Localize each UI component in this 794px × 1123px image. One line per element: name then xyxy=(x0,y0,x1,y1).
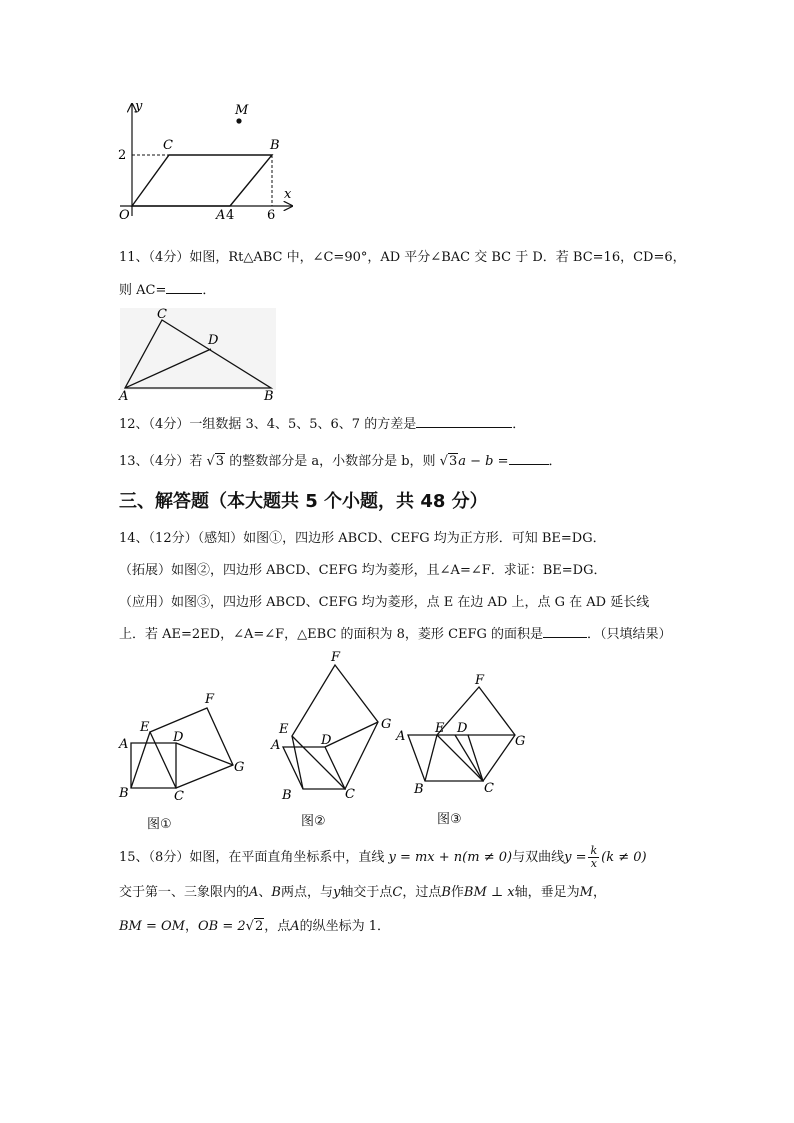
label-2: 2 xyxy=(118,148,127,163)
label-A: A xyxy=(396,729,406,744)
label-D: D xyxy=(321,733,332,748)
label-M: M xyxy=(235,103,249,118)
label-C: C xyxy=(484,781,494,796)
line-condition: (m ≠ 0) xyxy=(462,850,513,865)
question-14-line2: （拓展）如图②，四边形 ABCD、CEFG 均为菱形，且∠A=∠F．求证：BE=DG． xyxy=(119,563,607,578)
q12-text: 12、（4分）一组数据 3、4、5、5、6、7 的方差是 xyxy=(119,417,417,432)
q14-text: 上．若 AE=2ED，∠A=∠F，△EBC 的面积为 8，菱形 CEFG 的面积是 xyxy=(119,627,544,642)
q14-end: ．（只填结果） xyxy=(587,627,672,642)
question-15-line3: BM = OM，OB = 2√2，点A的纵坐标为 1． xyxy=(119,919,391,934)
label-B: B xyxy=(282,788,292,803)
q13-answer-blank[interactable] xyxy=(509,452,549,465)
label-y: y xyxy=(135,99,143,114)
label-6: 6 xyxy=(267,208,276,223)
label-D: D xyxy=(208,333,219,348)
label-G: G xyxy=(381,717,392,732)
question-11-line2 xyxy=(119,281,215,300)
label-C: C xyxy=(345,787,355,802)
label-B: B xyxy=(270,138,280,153)
sqrt-symbol: √ xyxy=(206,454,215,469)
figure-2-rhombi xyxy=(265,648,400,803)
q13-mid: 的整数部分是 a，小数部分是 b，则 xyxy=(229,454,436,469)
line-equation: y = mx + n xyxy=(388,850,463,865)
question-11-line1: 11、（4分）如图，Rt△ABC 中，∠C=90°，AD 平分∠BAC 交 BC 于 D．若 BC=16，CD=6， xyxy=(119,250,686,265)
q13-end: ． xyxy=(548,454,562,469)
label-O: O xyxy=(119,208,130,223)
expr-rest: a − b = xyxy=(458,454,509,469)
rhombus-ABCD xyxy=(283,747,345,789)
segment-BE xyxy=(292,736,303,789)
rhombus-CEFG xyxy=(292,665,378,789)
caption-figure-2: 图② xyxy=(301,814,326,829)
label-A: A xyxy=(216,208,226,223)
label-A: A xyxy=(119,737,129,752)
label-C: C xyxy=(174,789,184,804)
square-ABCD xyxy=(131,743,176,788)
segment-BE xyxy=(425,735,437,781)
question-14-line1: 14、（12分）（感知）如图①，四边形 ABCD、CEFG 均为正方形．可知 BE=DG． xyxy=(119,531,606,546)
caption-figure-1: 图① xyxy=(147,817,172,832)
square-CEFG xyxy=(150,708,233,788)
figure-3-rhombi xyxy=(395,672,535,802)
rhombus-ABCD xyxy=(408,735,483,781)
label-A: A xyxy=(271,738,281,753)
label-F: F xyxy=(331,650,341,665)
q11-text: 则 AC= xyxy=(119,283,167,298)
q13-text: 13、（4分）若 xyxy=(119,454,203,469)
label-B: B xyxy=(414,782,424,797)
segment-DG xyxy=(325,722,378,747)
label-D: D xyxy=(173,730,184,745)
q12-answer-blank[interactable] xyxy=(416,415,512,428)
label-F: F xyxy=(475,673,485,688)
label-B: B xyxy=(264,389,274,402)
hyperbola-condition: (k ≠ 0) xyxy=(601,850,647,865)
label-E: E xyxy=(140,720,150,735)
hyperbola-lhs: y = xyxy=(564,850,587,865)
q12-end: ． xyxy=(512,417,526,432)
label-F: F xyxy=(205,692,215,707)
parallelogram-coordinate-figure xyxy=(112,98,302,226)
sqrt-symbol: √ xyxy=(439,454,448,469)
triangle-abc-figure xyxy=(117,306,279,402)
question-14-line3: （应用）如图③，四边形 ABCD、CEFG 均为菱形，点 E 在边 AD 上，点 G 在 AD 延长线 xyxy=(119,595,650,610)
label-G: G xyxy=(515,734,526,749)
question-12 xyxy=(119,415,525,434)
q14-answer-blank[interactable] xyxy=(543,625,587,638)
label-C: C xyxy=(163,138,173,153)
sqrt-symbol: √ xyxy=(245,919,254,934)
q15-text: 15、（8分）如图，在平面直角坐标系中，直线 xyxy=(119,850,385,865)
parallelogram-OABC xyxy=(132,155,272,206)
label-C: C xyxy=(157,307,167,322)
label-B: B xyxy=(119,786,129,801)
figure-1-squares xyxy=(112,690,252,805)
label-G: G xyxy=(234,760,245,775)
label-E: E xyxy=(435,721,445,736)
question-13 xyxy=(119,452,562,471)
section-3-title: 三、解答题（本大题共 5 个小题，共 48 分） xyxy=(119,491,488,512)
caption-figure-3: 图③ xyxy=(437,812,462,827)
label-D: D xyxy=(457,721,468,736)
label-E: E xyxy=(279,722,289,737)
q15-mid: 与双曲线 xyxy=(512,850,565,865)
label-A: A xyxy=(119,389,129,402)
question-15-line1 xyxy=(119,845,647,870)
label-4: 4 xyxy=(226,208,235,223)
expr-sqrt-arg: 3 xyxy=(448,454,458,469)
fraction-k-over-x: $\frac{k}{x}$ xyxy=(590,844,598,870)
q11-answer-blank[interactable] xyxy=(166,281,202,294)
sqrt-arg: 3 xyxy=(215,454,225,469)
q11-end: ． xyxy=(202,283,216,298)
segment-BE xyxy=(131,732,150,788)
rhombus-CEFG xyxy=(437,687,515,781)
point-M xyxy=(236,118,241,123)
question-15-line2: 交于第一、三象限内的A、B两点，与y轴交于点C，过点B作BM ⊥ x轴，垂足为M， xyxy=(119,885,606,900)
label-x: x xyxy=(284,187,292,202)
question-14-line4 xyxy=(119,625,672,644)
